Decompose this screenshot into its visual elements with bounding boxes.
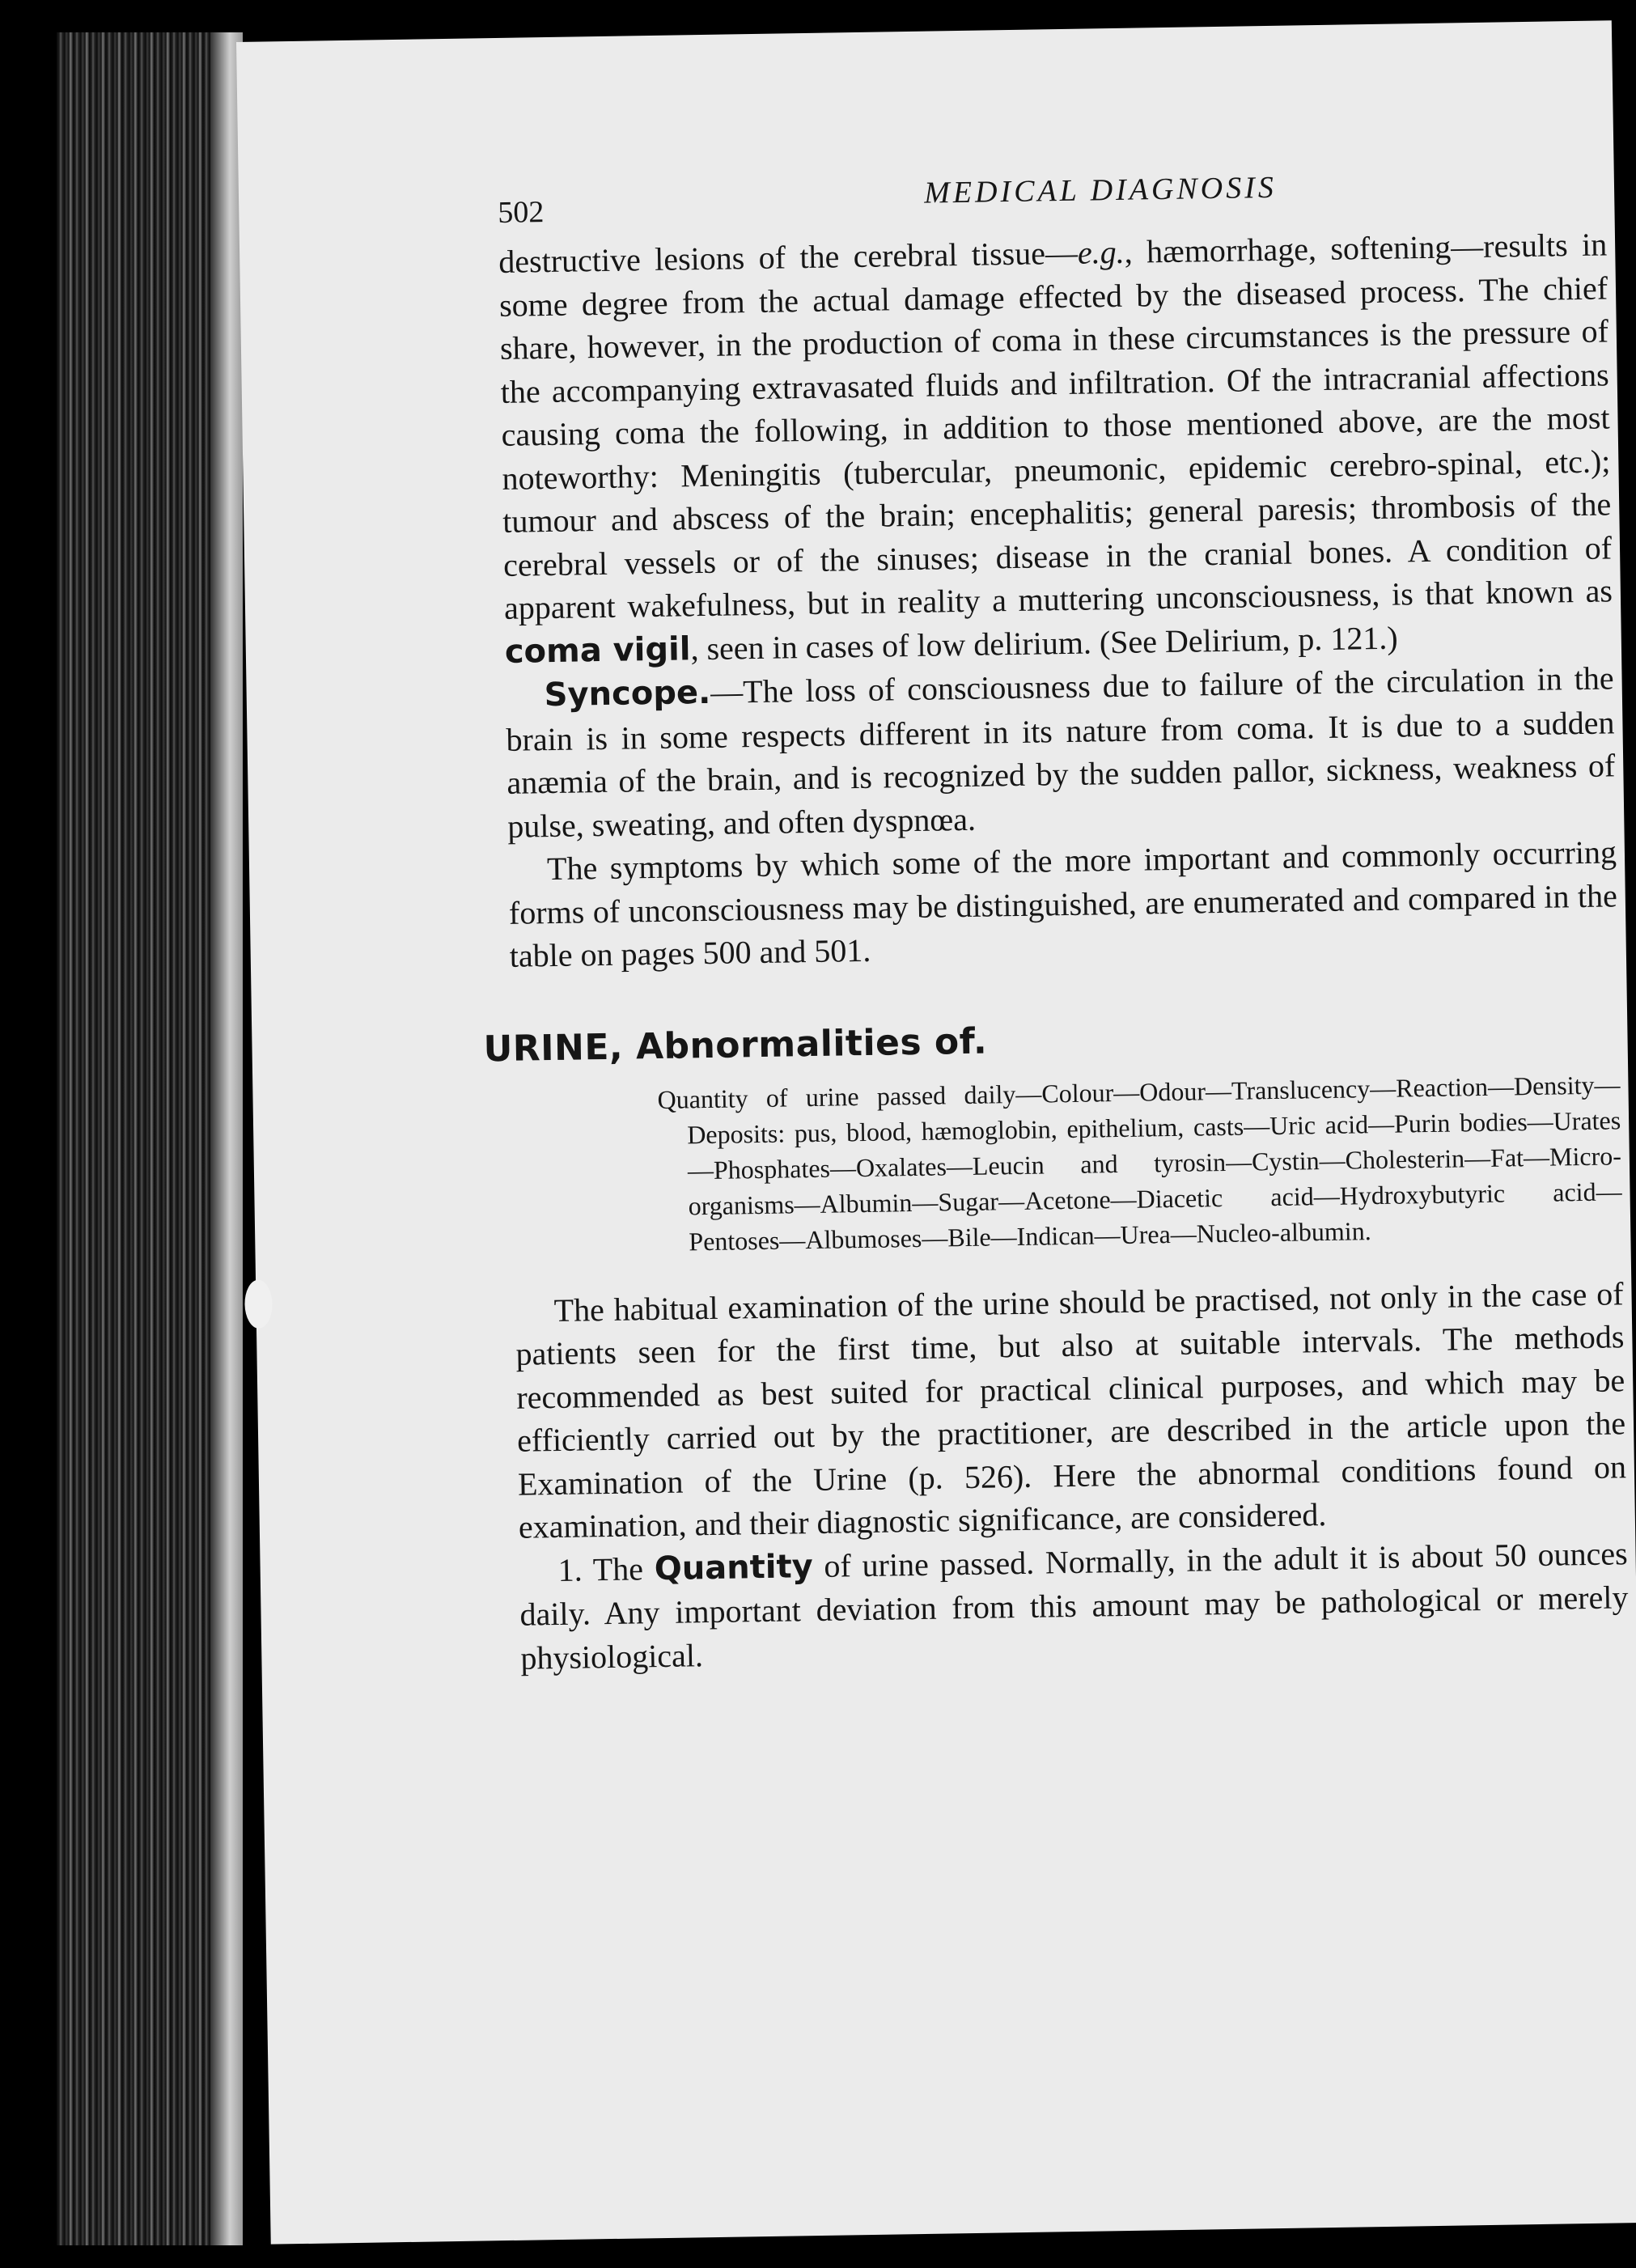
coma-paragraph	[498, 223, 1613, 673]
quantity-paragraph	[519, 1532, 1629, 1680]
coma-vigil-term: coma vigil	[504, 630, 691, 671]
urine-synopsis: Quantity of urine passed daily—Colour—Odour—Translucency—Reaction—Density—Deposits: pus, blood, hæmoglobin, epithelium, casts—Uric acid—Purin bodies—Urates—Phosphates—Oxalates—Leucin and tyrosin—Cystin—Cholesterin—Fat—Micro-organisms—Albumin—Sugar—Acetone—Diacetic acid—Hydroxybutyric acid—Pentoses—Albumoses—Bile—Indican—Urea—Nucleo-albumin.	[657, 1069, 1622, 1256]
coma-text-2: , hæmorrhage, softening—results in some degree from the actual damage effected by the diseased process. The chief share, however, in the production of coma in these circumstances is the pressure of the accompanying extravasated fluids and infiltration. Of the intracranial affections causing coma the following, in addition to those mentioned above, are the most noteworthy: Meningitis (tubercular, pneumonic, epidemic cerebro-spinal, etc.); tumour and abscess of the brain; encephalitis; general paresis; thrombosis of the cerebral vessels or of the sinuses; disease in the cranial bones. A condition of apparent wakefulness, but in reality a muttering unconsciousness, is that known as	[498, 226, 1613, 626]
book-page-edges	[57, 32, 243, 2245]
urine-intro-paragraph: The habitual examination of the urine should be practised, not only in the case of patients seen for the first time, but also at suitable intervals. The methods recommended as best suited for practical clinical purposes, and which may be efficiently carried out by the practitioner, are described in the article upon the Examination of the Urine (p. 526). Here the abnormal conditions found on examination, and their diagnostic significance, are considered.	[515, 1274, 1627, 1545]
coma-text-3: , seen in cases of low delirium. (See Delirium, p. 121.)	[690, 619, 1398, 667]
quantity-term: Quantity	[654, 1547, 814, 1588]
page-number: 502	[498, 195, 545, 230]
book-page	[236, 20, 1636, 2244]
quantity-number: 1. The	[557, 1549, 655, 1588]
running-title: MEDICAL DIAGNOSIS	[923, 170, 1278, 210]
page-edge-scuff	[244, 1279, 273, 1329]
urine-heading: URINE, Abnormalities of.	[483, 1020, 988, 1070]
coma-text-1: destructive lesions of the cerebral tissue—	[498, 234, 1079, 280]
coma-eg: e.g.	[1077, 233, 1125, 271]
quantity-text: of urine passed. Normally, in the adult it is about 50 ounces daily. Any important deviation from this amount may be pathological or merely physiological.	[519, 1534, 1629, 1677]
page-content	[483, 164, 1630, 1679]
syncope-text: —The loss of consciousness due to failure of the circulation in the brain is in some respects different in its nature from coma. It is due to a sudden anæmia of the brain, and is recognized by the sudden pallor, sickness, weakness of pulse, sweating, and often dyspnœa.	[506, 659, 1616, 845]
symptoms-paragraph: The symptoms by which some of the more important and commonly occurring forms of unconsciousness may be distinguished, are enumerated and compared in the table on pages 500 and 501.	[508, 833, 1618, 974]
syncope-term: Syncope.	[544, 673, 711, 714]
syncope-paragraph	[505, 656, 1616, 847]
